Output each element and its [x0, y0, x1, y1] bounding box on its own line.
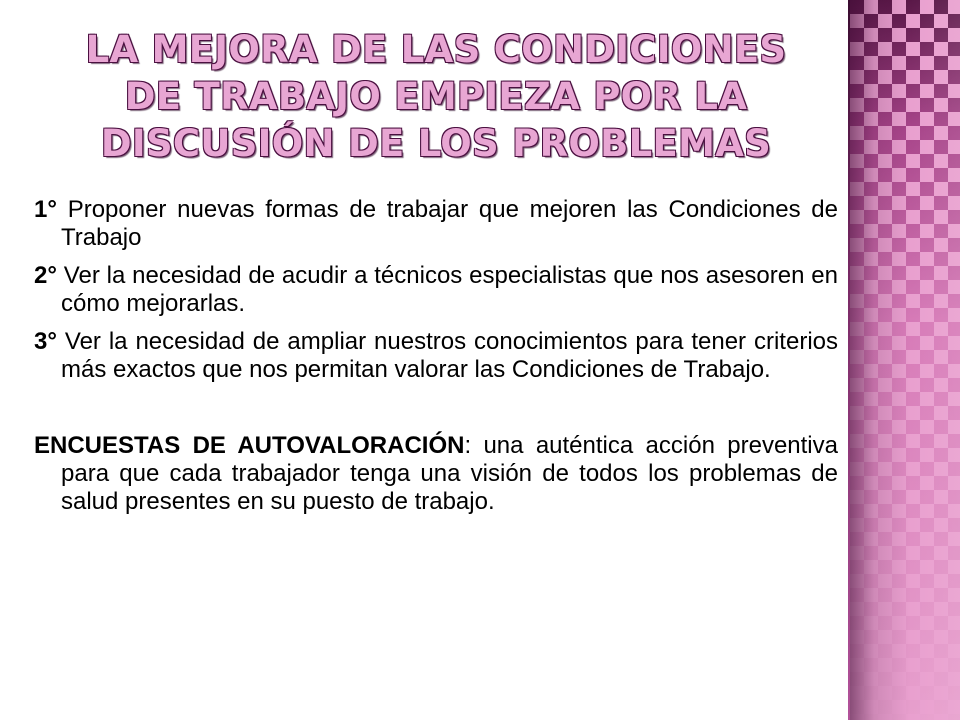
decorative-diamond-band — [850, 0, 960, 720]
item-text: Ver la necesidad de acudir a técnicos especialistas que nos asesoren en cómo mejorarlas. — [61, 262, 838, 317]
item-number: 1° — [34, 196, 57, 223]
survey-term: ENCUESTAS DE AUTOVALORACIÓN — [34, 432, 465, 459]
survey-text: una auténtica acción preventiva para que cada trabajador tenga una visión de todos los problemas de salud presentes en su puesto de trabajo. — [61, 432, 838, 515]
spacer — [34, 394, 838, 432]
survey-separator: : — [464, 432, 472, 459]
item-number: 2° — [34, 262, 57, 289]
survey-paragraph — [34, 432, 838, 516]
item-text: Ver la necesidad de ampliar nuestros conocimientos para tener criterios más exactos que nos permitan valorar las Condiciones de Trabajo. — [61, 328, 838, 383]
item-text: Proponer nuevas formas de trabajar que mejoren las Condiciones de Trabajo — [61, 196, 838, 251]
title-line-3: DISCUSIÓN DE LOS PROBLEMAS — [100, 122, 772, 165]
title-line-1: LA MEJORA DE LAS CONDICIONES — [85, 28, 787, 71]
list-item — [34, 262, 838, 318]
item-number: 3° — [34, 328, 57, 355]
slide-title — [30, 26, 842, 167]
slide-body — [34, 196, 838, 526]
list-item — [34, 328, 838, 384]
title-line-2: DE TRABAJO EMPIEZA POR LA — [124, 75, 748, 118]
list-item — [34, 196, 838, 252]
